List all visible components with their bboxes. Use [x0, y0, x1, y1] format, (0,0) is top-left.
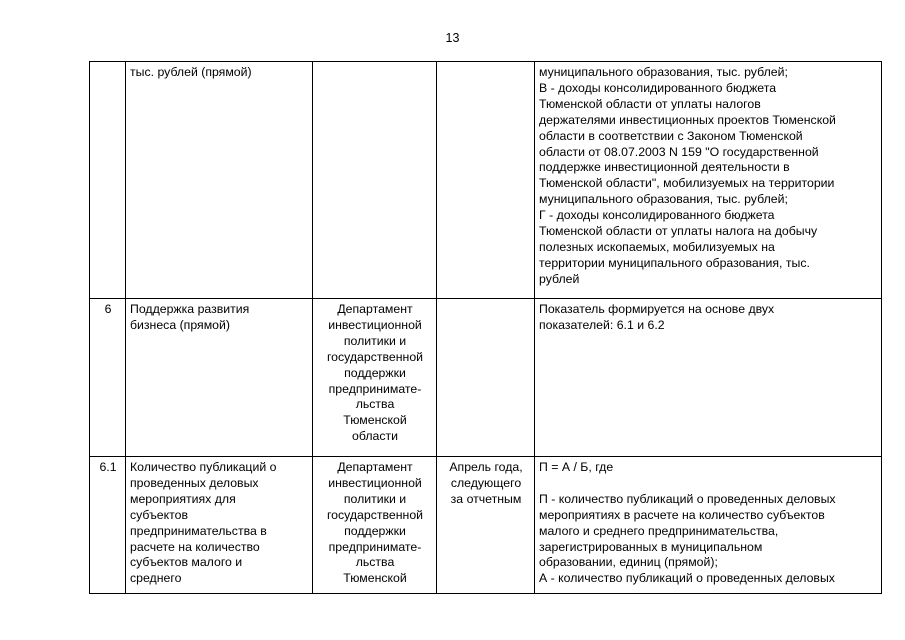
- text-line: области в соответствии с Законом Тюменской: [539, 128, 803, 143]
- text-line: Апрель года,: [449, 460, 523, 474]
- indicators-table-body: [90, 62, 882, 594]
- text-line: муниципального образования, тыс. рублей;: [539, 192, 788, 207]
- table-row: [90, 62, 882, 299]
- text-line: держателями инвестиционных проектов Тюменской: [539, 112, 836, 127]
- deadline-cell: [437, 62, 535, 299]
- table-row: [90, 457, 882, 594]
- text-line: Департамент: [337, 460, 413, 474]
- text-line: инвестиционной: [328, 475, 422, 490]
- row-number-cell: 6: [90, 299, 126, 457]
- text-line: расчете на количество: [130, 539, 260, 554]
- blank-line: [539, 476, 878, 492]
- text-line: предпринимате-: [328, 381, 422, 396]
- deadline-cell: [437, 299, 535, 457]
- text-line: политики и: [343, 333, 407, 348]
- method-cell: [535, 299, 882, 457]
- text-line: Г - доходы консолидированного бюджета: [539, 208, 775, 223]
- text-line: Департамент: [337, 302, 413, 316]
- text-line: Тюменской: [343, 571, 407, 586]
- text-line: субъектов малого и: [130, 555, 243, 570]
- text-line: Тюменской области от уплаты налога на добычу: [539, 224, 818, 239]
- indicator-cell: [126, 62, 313, 299]
- text-line: поддержки: [344, 365, 406, 380]
- method-cell: [535, 62, 882, 299]
- text-line: Показатель формируется на основе двух: [539, 302, 775, 316]
- text-line: муниципального образования, тыс. рублей;: [539, 65, 788, 79]
- text-line: поддержке инвестиционной деятельности в: [539, 160, 790, 175]
- text-line: мероприятиях для: [130, 491, 236, 506]
- text-line: образовании, единиц (прямой);: [539, 555, 718, 570]
- text-line: Тюменской: [343, 413, 407, 428]
- text-line: за отчетным: [450, 491, 522, 506]
- text-line: П = А / Б, где: [539, 460, 614, 474]
- text-line: льства: [355, 397, 395, 412]
- text-line: Тюменской области от уплаты налогов: [539, 96, 761, 111]
- text-line: льства: [355, 555, 395, 570]
- row-number-cell: [90, 62, 126, 299]
- text-line: государственной: [326, 349, 424, 364]
- department-cell: [313, 299, 437, 457]
- department-cell: [313, 62, 437, 299]
- text-line: области: [352, 429, 398, 444]
- text-line: среднего: [130, 571, 182, 586]
- text-line: П - количество публикаций о проведенных деловых: [539, 491, 836, 506]
- text-line: бизнеса (прямой): [130, 317, 230, 332]
- department-cell: [313, 457, 437, 594]
- text-line: Количество публикаций о: [130, 460, 277, 474]
- text-line: предпринимательства в: [130, 523, 267, 538]
- text-line: мероприятиях в расчете на количество субъектов: [539, 507, 825, 522]
- text-line: инвестиционной: [328, 317, 422, 332]
- text-line: проведенных деловых: [130, 475, 259, 490]
- text-line: Поддержка развития: [130, 302, 250, 316]
- text-line: государственной: [326, 507, 424, 522]
- text-line: В - доходы консолидированного бюджета: [539, 80, 777, 95]
- text-line: политики и: [343, 491, 407, 506]
- indicators-table: [89, 61, 882, 594]
- text-line: малого и среднего предпринимательства,: [539, 523, 779, 538]
- text-line: рублей: [539, 271, 580, 286]
- text-line: А - количество публикаций о проведенных деловых: [539, 571, 835, 586]
- method-cell: [535, 457, 882, 594]
- row-number-cell: 6.1: [90, 457, 126, 594]
- text-line: поддержки: [344, 523, 406, 538]
- text-line: тыс. рублей (прямой): [130, 65, 252, 79]
- text-line: зарегистрированных в муниципальном: [539, 539, 763, 554]
- indicator-cell: [126, 299, 313, 457]
- table-row: [90, 299, 882, 457]
- text-line: территории муниципального образования, тыс.: [539, 255, 810, 270]
- text-line: следующего: [450, 475, 522, 490]
- text-line: области от 08.07.2003 N 159 "О государственной: [539, 144, 819, 159]
- deadline-cell: [437, 457, 535, 594]
- indicator-cell: [126, 457, 313, 594]
- text-line: показателей: 6.1 и 6.2: [539, 317, 665, 332]
- text-line: предпринимате-: [328, 539, 422, 554]
- page-number: 13: [445, 31, 460, 45]
- text-line: полезных ископаемых, мобилизуемых на: [539, 239, 775, 254]
- text-line: Тюменской области", мобилизуемых на территории: [539, 176, 835, 191]
- text-line: субъектов: [130, 507, 188, 522]
